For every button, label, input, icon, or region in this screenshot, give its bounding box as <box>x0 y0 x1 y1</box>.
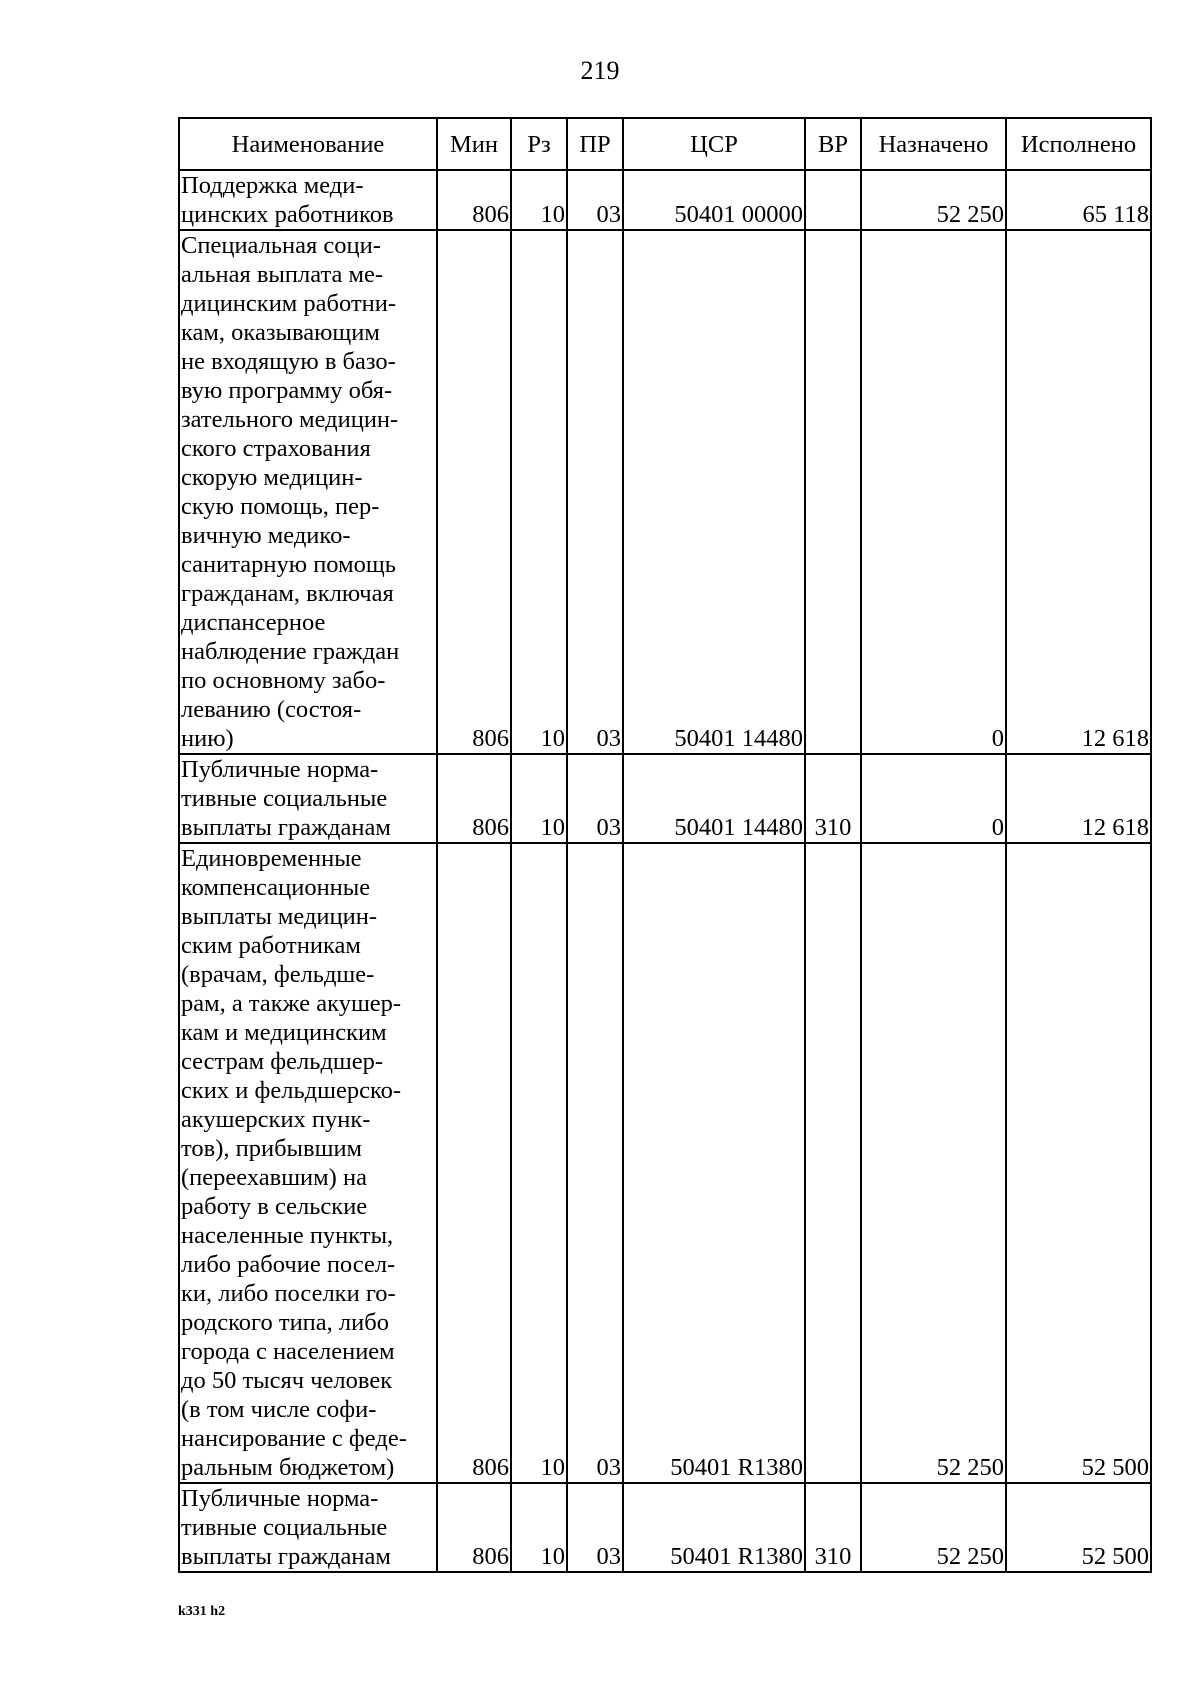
row-name: Единовременные компенсационные выплаты медицин- ским работникам (врачам, фельдше- рам, а также акушер- кам и медицинским сестрам фельдшер- ских и фельдшерско- акушерских пунк- тов), прибывшим (переехавшим) на работу в сельские населенные пункты, либо рабочие посел- ки, либо поселки го- родского типа, либо города с населением до 50 тысяч человек (в том числе софи- нансирование с феде- ральным бюджетом) <box>179 843 437 1483</box>
row-min: 806 <box>437 843 511 1483</box>
row-rz: 10 <box>511 843 567 1483</box>
row-name: Публичные норма- тивные социальные выплаты гражданам <box>179 754 437 843</box>
row-assigned: 52 250 <box>861 170 1006 230</box>
budget-table <box>178 117 1152 1573</box>
row-csr: 50401 R1380 <box>623 843 805 1483</box>
row-pr: 03 <box>567 843 623 1483</box>
row-name: Поддержка меди- цинских работников <box>179 170 437 230</box>
row-min: 806 <box>437 754 511 843</box>
row-min: 806 <box>437 230 511 754</box>
header-executed: Исполнено <box>1006 118 1151 170</box>
row-pr: 03 <box>567 1483 623 1572</box>
row-name: Специальная соци- альная выплата ме- дицинским работни- кам, оказывающим не входящую в базо- вую программу обя- зательного медицин- ского страхования скорую медицин- скую помощь, пер- вичную медико- санитарную помощь гражданам, включая диспансерное наблюдение граждан по основному забо- леванию (состоя- нию) <box>179 230 437 754</box>
row-vr: 310 <box>805 754 861 843</box>
row-executed: 12 618 <box>1006 754 1151 843</box>
header-pr: ПР <box>567 118 623 170</box>
page-number: 219 <box>580 56 620 85</box>
row-min: 806 <box>437 170 511 230</box>
row-vr <box>805 230 861 754</box>
row-vr <box>805 843 861 1483</box>
header-vr: ВР <box>805 118 861 170</box>
table-row <box>179 230 1151 754</box>
table-header-row <box>179 118 1151 170</box>
row-csr: 50401 00000 <box>623 170 805 230</box>
row-executed: 52 500 <box>1006 1483 1151 1572</box>
row-pr: 03 <box>567 230 623 754</box>
footer-code: k331 h2 <box>178 1604 226 1619</box>
row-executed: 65 118 <box>1006 170 1151 230</box>
row-pr: 03 <box>567 170 623 230</box>
header-name: Наименование <box>179 118 437 170</box>
row-assigned: 0 <box>861 230 1006 754</box>
row-csr: 50401 14480 <box>623 754 805 843</box>
row-rz: 10 <box>511 170 567 230</box>
row-csr: 50401 R1380 <box>623 1483 805 1572</box>
row-assigned: 0 <box>861 754 1006 843</box>
header-csr: ЦСР <box>623 118 805 170</box>
row-executed: 12 618 <box>1006 230 1151 754</box>
row-executed: 52 500 <box>1006 843 1151 1483</box>
row-rz: 10 <box>511 1483 567 1572</box>
table-row <box>179 170 1151 230</box>
row-name: Публичные норма- тивные социальные выплаты гражданам <box>179 1483 437 1572</box>
row-rz: 10 <box>511 230 567 754</box>
table-row <box>179 843 1151 1483</box>
row-vr <box>805 170 861 230</box>
header-min: Мин <box>437 118 511 170</box>
row-min: 806 <box>437 1483 511 1572</box>
row-vr: 310 <box>805 1483 861 1572</box>
row-rz: 10 <box>511 754 567 843</box>
row-assigned: 52 250 <box>861 1483 1006 1572</box>
table-row <box>179 754 1151 843</box>
row-pr: 03 <box>567 754 623 843</box>
row-assigned: 52 250 <box>861 843 1006 1483</box>
row-csr: 50401 14480 <box>623 230 805 754</box>
header-rz: Рз <box>511 118 567 170</box>
table-row <box>179 1483 1151 1572</box>
header-assigned: Назначено <box>861 118 1006 170</box>
